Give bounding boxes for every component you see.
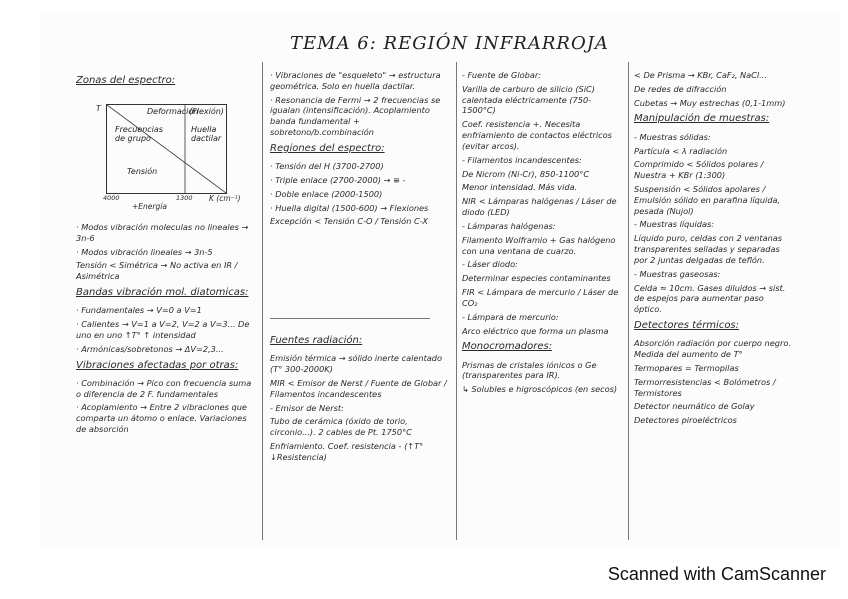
note-line: - Láser diodo: xyxy=(462,259,518,270)
note-line: · Tensión del H (3700-2700) xyxy=(270,161,384,172)
note-line: De redes de difracción xyxy=(634,83,727,94)
monocromadores-heading: Monocromadores: xyxy=(462,341,553,353)
note-line: Enfriamiento. Coef. resistencia - (↑T° ↓Resistencia) xyxy=(270,440,424,462)
note-line: - Filamentos incandescentes: xyxy=(462,154,582,165)
note-line: - Lámparas halógenas: xyxy=(462,220,556,231)
note-line: - Muestras gaseosas: xyxy=(634,268,721,279)
column-divider xyxy=(456,62,457,540)
note-line: - Muestras líquidas: xyxy=(634,219,715,230)
diagram-lines xyxy=(107,105,226,193)
spectrum-zones-diagram xyxy=(106,104,227,194)
huella-label: Huella dactilar xyxy=(191,125,222,143)
note-line: · Doble enlace (2000-1500) xyxy=(270,188,383,199)
note-line: FIR < Lámpara de mercurio / Láser de CO₂ xyxy=(462,287,619,308)
note-line: Emisión térmica → sólido inerte calentado (T° 300-2000K) xyxy=(270,353,443,375)
note-line: Celda ≈ 10cm. Gases diluidos → sist. de espejos para aumentar paso óptico. xyxy=(634,282,786,315)
note-line: Coef. resistencia +. Necesita enfriamiento de contactos eléctricos (evitar arcos). xyxy=(462,119,612,151)
column-divider xyxy=(628,62,629,540)
detectores-heading: Detectores térmicos: xyxy=(634,320,740,332)
note-line: Determinar especies contaminantes xyxy=(462,273,611,284)
diagram-t-label: T xyxy=(96,104,101,113)
note-line: · Resonancia de Fermi → 2 frecuencias se igualan (intensificación). Acoplamiento banda fundamental + sobretono/b.combinación xyxy=(270,94,441,138)
deformacion-label: Deformación xyxy=(147,107,199,116)
note-line: · Modos vibración moleculas no lineales → 3n-6 xyxy=(76,222,249,243)
section-divider xyxy=(270,318,430,319)
note-line: ↳ Solubles e higroscópicos (en secos) xyxy=(462,384,618,395)
note-line: Tensión < Simétrica → No activa en IR / Asimétrica xyxy=(76,260,238,282)
flexion-label: (Flexión) xyxy=(189,107,224,116)
axis-4000: 4000 xyxy=(103,194,120,202)
note-line: Termorresistencias < Bolómetros / Termistores xyxy=(634,376,776,398)
note-line: Tubo de cerámica (óxido de torio, circonio...). 2 cables de Pt. 1750°C xyxy=(270,416,412,438)
note-line: Filamento Wolframio + Gas halógeno con una ventana de cuarzo. xyxy=(462,234,616,256)
note-line: De Nicrom (Ni-Cr), 850-1100°C xyxy=(462,168,590,179)
manipulacion-heading: Manipulación de muestras: xyxy=(634,113,770,125)
note-line: Líquido puro, celdas con 2 ventanas transparentes selladas y separadas por 2 juntas delgadas de teflón. xyxy=(634,233,783,265)
energia-label: +Energía xyxy=(132,202,167,211)
note-line: · Combinación → Pico con frecuencia suma o diferencia de 2 F. fundamentales xyxy=(76,377,252,399)
regiones-heading: Regiones del espectro: xyxy=(270,142,385,154)
column-1 xyxy=(76,70,256,93)
column-3 xyxy=(462,70,624,398)
note-line: Varilla de carburo de silicio (SiC) calentada eléctricamente (750-1500°C) xyxy=(462,83,595,116)
note-line: - Lámpara de mercurio: xyxy=(462,311,559,322)
scanner-watermark: Scanned with CamScanner xyxy=(607,564,826,584)
note-line: - Emisor de Nerst: xyxy=(270,402,344,413)
tension-label: Tensión xyxy=(127,167,158,176)
note-line: Detector neumático de Golay xyxy=(634,401,755,412)
axis-unit: K (cm⁻¹) xyxy=(209,194,241,203)
note-line: - Muestras sólidas: xyxy=(634,131,711,142)
note-line: · Acoplamiento → Entre 2 vibraciones que comparta un átomo o enlace. Variaciones de absorción xyxy=(76,402,247,435)
column-1-body xyxy=(76,222,256,438)
note-line: Termopares = Termopilas xyxy=(634,362,739,373)
note-line: < De Prisma → KBr, CaF₂, NaCl... xyxy=(634,70,767,80)
note-line: · Vibraciones de "esqueleto" → estructura geométrica. Solo en huella dactilar. xyxy=(270,70,441,91)
note-line: Menor intensidad. Más vida. xyxy=(462,182,578,193)
note-line: · Modos vibración lineales → 3n-5 xyxy=(76,246,213,257)
note-line: Suspensión < Sólidos apolares / Emulsión sólido en parafina líquida, pesada (Nujol) xyxy=(634,183,781,216)
zonas-heading: Zonas del espectro: xyxy=(76,75,176,86)
vibraciones-heading: Vibraciones afectadas por otras: xyxy=(76,359,239,371)
note-line: · Fundamentales → V=0 a V=1 xyxy=(76,305,202,316)
note-line: Comprimido < Sólidos polares / Nuestra + KBr (1:300) xyxy=(634,159,764,181)
note-line: Detectores piroeléctricos xyxy=(634,415,737,426)
column-4 xyxy=(634,70,794,429)
note-line: MIR < Emisor de Nerst / Fuente de Globar / Filamentos incandescentes xyxy=(270,377,447,399)
axis-1300: 1300 xyxy=(176,194,193,202)
note-line: · Armónicas/sobretonos → ΔV=2,3... xyxy=(76,343,224,354)
note-line: · Calientes → V=1 a V=2, V=2 a V=3... De uno en uno ↑T° ↑ intensidad xyxy=(76,319,250,340)
note-line: Prismas de cristales iónicos o Ge (transparentes para IR). xyxy=(462,359,597,381)
column-2-fuentes xyxy=(270,330,450,466)
note-line: Cubetas → Muy estrechas (0,1-1mm) xyxy=(634,97,786,108)
frecuencias-label: Frecuencias de grupo xyxy=(115,125,163,143)
page-title: TEMA 6: REGIÓN INFRARROJA xyxy=(290,33,609,54)
note-line: NIR < Lámparas halógenas / Láser de diodo (LED) xyxy=(462,196,617,218)
note-line: Partícula < λ radiación xyxy=(634,145,728,156)
column-divider xyxy=(262,62,263,540)
note-line: Arco eléctrico que forma un plasma xyxy=(462,325,609,336)
note-line: - Fuente de Globar: xyxy=(462,70,542,80)
bandas-heading: Bandas vibración mol. diatomicas: xyxy=(76,287,249,299)
note-line: · Triple enlace (2700-2000) → ≡ - xyxy=(270,174,406,185)
fuentes-heading: Fuentes radiación: xyxy=(270,335,363,346)
note-line: Excepción < Tensión C-O / Tensión C-X xyxy=(270,216,428,227)
note-line: Absorción radiación por cuerpo negro. Medida del aumento de T° xyxy=(634,338,791,360)
column-2 xyxy=(270,70,450,230)
note-line: · Huella digital (1500-600) → Flexiones xyxy=(270,202,429,213)
